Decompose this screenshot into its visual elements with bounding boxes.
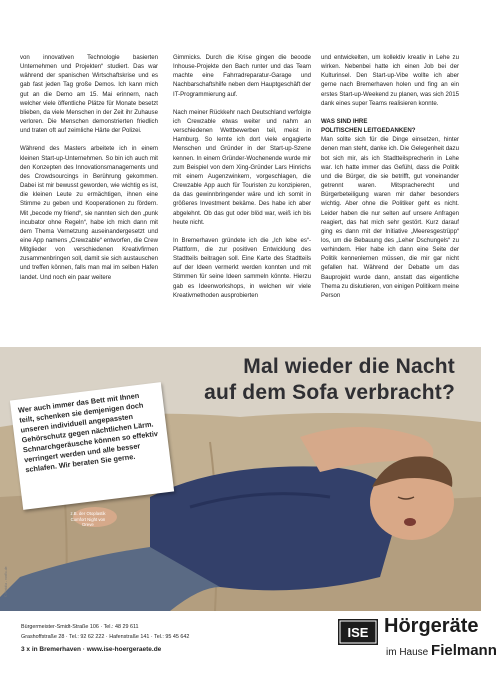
device-caption: z.B. der Otoplastik Comfort Night von Dreve xyxy=(70,511,106,527)
paragraph: Nach meiner Rückkehr nach Deutschland verfolgte ich Crewzable etwas weiter und nahm an verschiedenen Wettbewerben teil, meist in Hamburg. So lernte ich dort viele engagierte Menschen und Gründer in der Start-up-Szene kennen. In einem Gründer-Wochenende wurde mir zum Beispiel von dem Xing-Gründer Lars Hinrichs mit einem Augenzwinkern, vorgeschlagen, die Crewzable App auch für Touristen zu konzipieren, da das gewinnbringender wäre und ich somit in größeres Investment bekäme. Des habe ich aber abgelehnt. Ob das gut oder blöd war, weiß ich bis heute nicht. xyxy=(173,108,311,226)
section-heading: WAS SIND IHRE xyxy=(321,117,368,125)
fielmann-wordmark: Fielmann xyxy=(431,642,497,659)
hearing-aid-advertisement xyxy=(0,347,497,679)
brand-prefix: im Hause xyxy=(386,647,429,658)
ad-note-card xyxy=(10,382,174,510)
address-line: Grashoffstraße 28 · Tel.: 92 62 222 · Hafenstraße 141 · Tel.: 95 45 642 xyxy=(21,634,190,640)
paragraph: Während des Masters arbeitete ich in einem kleinen Start-up-Unternehmen. So bin ich auch mit den Konzepten des Innovationsmanagements und des Crowdsourcings in Berührung gekommen. Dabei ist mir bewusst geworden, wie wichtig es ist, die kleinen Leute zu ermächtigen, ihnen eine Stimme zu geben und Kooperationen zu fördern. Mit „becode my friend“, sie nannten sich den „punk incubator ohne Regeln“, habe ich mich dann mit dem Thema Vernetzung auseinandergesetzt und eine App namens „Crewzable“ entworfen, die Crew Mitglieder von verschiedenen Kreativfirmen zusammenbringen soll, damit sie sich austauschen und treffen können, falls man mal im selben Hafen landet. Und noch ein paar weitere xyxy=(20,145,158,281)
ad-footer xyxy=(0,611,497,679)
paragraph: und entwickelten, um kollektiv kreativ in Lehe zu wirken. Nebenbei hatte ich einen Job bei der Kulturinsel. Den Start-up-Vibe wollte ich aber gerne nach Bremerhaven holen und fing an ein erstes Start-up-Weekend zu planen, was sich 2015 dank eines super Teams realisieren konnte. xyxy=(321,54,459,107)
ise-logo xyxy=(338,619,378,645)
ad-headline-line1: Mal wieder die Nacht xyxy=(243,355,455,378)
address-line: Bürgermeister-Smidt-Straße 106 · Tel.: 48 29 611 xyxy=(21,624,139,630)
paragraph: Man sollte sich für die Dinge einsetzen, hinter denen man steht, danke ich. Die Gelegenheit dazu bot sich mir, als ich Stadtteilsprecherin in Lehe war. Ich hatte immer das Gefühl, dass die Politik und die Bürger, die sie betrifft, gut voneinander getrennt waren. Mitspracherecht und Bürgerbeteiligung waren mir daher besonders wichtig. Aber ohne die Politiker geht es nicht. Leider haben die nur selten auf unsere Anfragen reagiert, das hat mich sehr gestört. Kurz darauf ging es dann mit der Initiative „Meeresgestrüpp“ los, um die Bebauung des „Leher Dschungels“ zu verhindern. Hier habe ich dann eine Seite der Politik kennenlernen müssen, die mir gar nicht gefallen hat. Während der Debatte um das Bauprojekt wurde dann, anstatt das eigentliche Thema zu diskutieren, von einigen Politikern meine Person xyxy=(321,136,459,299)
photo-credit: © Fotolia - ronfix.de xyxy=(4,566,8,597)
article-column-2 xyxy=(173,53,311,309)
ad-note-text: Wer auch immer das Bett mit Ihnen teilt, schenken sie demjenigen doch unseren individuell angepassten Gehörschutz gegen nächtlichen Lärm. Schnarchgeräusche können so effektiv verringert werden und alle besser schlafen. Wir beraten Sie gerne. xyxy=(17,390,159,475)
section-heading: POLITISCHEN LEITGEDANKEN? xyxy=(321,127,416,135)
paragraph: von innovativen Technologie basierten Unternehmen und Projekten“ studiert. Das war während der spanischen Wirtschaftskrise und es gab fast jeden Tag große Demos. Ich kann mich gut an die Demo am 15. Mai erinnern, nach welcher viele öffentliche Plätze für Monate besetzt blieben, da viele Menschen in der Zeit ihr Zuhause verloren. Die Menschen demonstrierten friedlich und traten oft auf zeimliche Härte der Polizei. xyxy=(20,54,158,135)
article-column-3 xyxy=(321,53,459,309)
ad-headline-line2: auf dem Sofa verbracht? xyxy=(204,381,455,404)
brand-name: Hörgeräte xyxy=(384,615,479,637)
sleeping-man-photo xyxy=(0,347,481,611)
article-column-1 xyxy=(20,53,158,291)
logo-text: ISE xyxy=(347,625,369,640)
website-line: 3 x in Bremerhaven · www.ise-hoergeraete.de xyxy=(21,646,162,653)
paragraph: Gimmicks. Durch die Krise gingen die beoode Inhouse-Projekte den Bach runter und das Team machte eine Fahrradreparatur-Garage und Nachbarschaftshilfe neben dem Hauptgeschäft der IT-Programmierung auf. xyxy=(173,54,311,98)
paragraph: In Bremerhaven gründete ich die „Ich lebe es“-Plattform, die zur positiven Entwicklung des Stadtteils beitragen soll. Eine Karte des Stadtteils auf der Ideen vermerkt werden konnten und mit Stimmen für seine Ideen sammeln könnte. Hierzu gab es Ideenworkshops, in welchen wir viele Kreativmethoden ausprobierten xyxy=(173,236,311,299)
brand-subline xyxy=(386,642,497,659)
